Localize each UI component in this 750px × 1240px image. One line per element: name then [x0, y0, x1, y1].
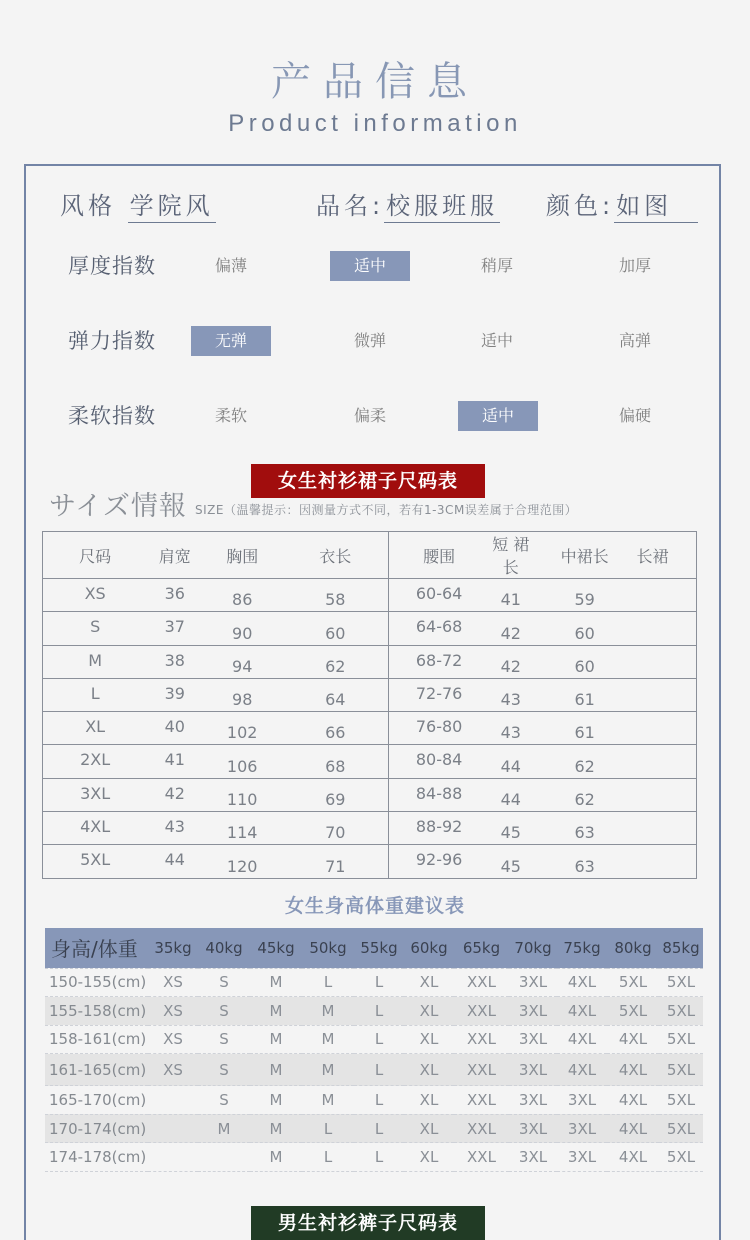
table-cell: M — [43, 645, 148, 678]
table-cell: 44 — [489, 778, 533, 811]
table-header-row — [43, 532, 697, 579]
table-cell: M — [198, 1114, 250, 1143]
table-row — [45, 1054, 703, 1086]
table-cell: 72-76 — [389, 678, 489, 711]
table-cell: M — [302, 1054, 354, 1086]
table-cell — [637, 678, 697, 711]
table-cell: L — [302, 968, 354, 997]
table-cell — [148, 1143, 198, 1172]
table-header-row — [45, 928, 703, 968]
table-cell: 42 — [489, 612, 533, 645]
table-cell — [198, 1143, 250, 1172]
table-cell: XL — [404, 1143, 454, 1172]
table-cell: 120 — [202, 845, 282, 878]
table-cell — [637, 745, 697, 778]
table-row — [45, 1143, 703, 1172]
table-row — [43, 645, 697, 678]
table-cell: 62 — [282, 645, 389, 678]
col-header: 胸围 — [202, 532, 282, 579]
table-cell: XS — [148, 997, 198, 1026]
table-cell: 5XL — [43, 845, 148, 878]
table-cell — [148, 1114, 198, 1143]
index-option: 适中 — [480, 331, 513, 350]
table-cell: 3XL — [557, 1114, 607, 1143]
table-cell: M — [250, 1086, 302, 1115]
table-row — [43, 612, 697, 645]
table-cell: 61 — [533, 678, 637, 711]
style-label: 风格 — [60, 192, 116, 220]
col-header: 衣长 — [282, 532, 389, 579]
table-row — [45, 997, 703, 1026]
table-row — [43, 579, 697, 612]
table-cell: 4XL — [557, 968, 607, 997]
table-cell: XS — [148, 968, 198, 997]
table-cell: L — [354, 1086, 404, 1115]
table-cell: 106 — [202, 745, 282, 778]
table-row — [43, 812, 697, 845]
table-row — [45, 1025, 703, 1054]
table-cell: L — [354, 1114, 404, 1143]
table-cell: 43 — [489, 712, 533, 745]
table-cell: S — [198, 997, 250, 1026]
table-cell: 102 — [202, 712, 282, 745]
table-cell: 5XL — [607, 968, 659, 997]
table-cell: 3XL — [509, 997, 557, 1026]
col-header: 肩宽 — [147, 532, 202, 579]
name-value: 校服班服 — [384, 186, 500, 223]
table-cell: 70 — [282, 812, 389, 845]
table-row — [45, 1114, 703, 1143]
table-cell: XXL — [454, 1086, 509, 1115]
table-cell: 62 — [533, 745, 637, 778]
table-cell: M — [302, 1086, 354, 1115]
table-cell: 40 — [147, 712, 202, 745]
table-cell: 4XL — [557, 1054, 607, 1086]
table-cell: 43 — [489, 678, 533, 711]
col-header: 65kg — [454, 928, 509, 968]
table-cell: 5XL — [659, 1143, 703, 1172]
table-cell: XXL — [454, 1054, 509, 1086]
table-row — [45, 968, 703, 997]
table-cell: 5XL — [659, 968, 703, 997]
table-cell: 3XL — [509, 1025, 557, 1054]
table-cell: 3XL — [509, 968, 557, 997]
table-cell: XXL — [454, 1025, 509, 1054]
table-cell: L — [302, 1114, 354, 1143]
table-cell: 165-170(cm) — [45, 1086, 148, 1115]
info-style — [60, 186, 216, 223]
col-header: 55kg — [354, 928, 404, 968]
women-size-banner: 女生衬衫裙子尺码表 — [251, 464, 485, 498]
table-cell: 4XL — [557, 1025, 607, 1054]
table-cell: 60-64 — [389, 579, 489, 612]
table-cell: 42 — [489, 645, 533, 678]
table-cell: 59 — [533, 579, 637, 612]
col-header: 35kg — [148, 928, 198, 968]
table-cell: 41 — [147, 745, 202, 778]
table-cell: 69 — [282, 778, 389, 811]
table-cell: 63 — [533, 812, 637, 845]
table-cell: 3XL — [509, 1143, 557, 1172]
index-row-elasticity — [0, 326, 750, 356]
table-cell: XL — [404, 1054, 454, 1086]
table-cell: XXL — [454, 968, 509, 997]
index-option: 稍厚 — [480, 256, 513, 275]
table-cell: XS — [148, 1025, 198, 1054]
name-label: 品名: — [316, 192, 385, 220]
table-cell: 39 — [147, 678, 202, 711]
table-cell: S — [198, 1025, 250, 1054]
table-cell: 44 — [489, 745, 533, 778]
table-cell: 155-158(cm) — [45, 997, 148, 1026]
table-cell: 88-92 — [389, 812, 489, 845]
table-cell: S — [198, 968, 250, 997]
table-cell — [637, 845, 697, 878]
table-cell: 41 — [489, 579, 533, 612]
table-cell: L — [354, 1025, 404, 1054]
table-cell: XL — [404, 1025, 454, 1054]
index-option-selected: 适中 — [330, 251, 410, 281]
table-cell: M — [250, 1143, 302, 1172]
table-cell: 4XL — [607, 1143, 659, 1172]
table-cell: 58 — [282, 579, 389, 612]
table-cell: 150-155(cm) — [45, 968, 148, 997]
table-cell: 86 — [202, 579, 282, 612]
table-cell: XL — [404, 997, 454, 1026]
table-cell — [148, 1086, 198, 1115]
table-cell: S — [198, 1054, 250, 1086]
col-header: 50kg — [302, 928, 354, 968]
table-cell: 5XL — [659, 997, 703, 1026]
index-option: 偏硬 — [618, 406, 651, 425]
table-cell: XXL — [454, 1143, 509, 1172]
col-header: 40kg — [198, 928, 250, 968]
table-cell: S — [198, 1086, 250, 1115]
index-label: 弹力指数 — [68, 329, 156, 353]
table-cell: L — [302, 1143, 354, 1172]
table-cell: XS — [148, 1054, 198, 1086]
col-header: 短 裙长 — [489, 532, 533, 579]
table-cell: 3XL — [509, 1054, 557, 1086]
table-row — [43, 712, 697, 745]
col-header: 60kg — [404, 928, 454, 968]
index-row-thickness — [0, 251, 750, 281]
table-cell: 60 — [282, 612, 389, 645]
table-cell: 68-72 — [389, 645, 489, 678]
table-cell: 60 — [533, 612, 637, 645]
table-cell: L — [354, 997, 404, 1026]
table-cell: 5XL — [659, 1025, 703, 1054]
table-cell: M — [250, 997, 302, 1026]
table-cell: 66 — [282, 712, 389, 745]
table-cell — [637, 712, 697, 745]
index-option: 微弹 — [353, 331, 386, 350]
table-row — [45, 1086, 703, 1115]
table-cell: 68 — [282, 745, 389, 778]
col-header: 腰围 — [389, 532, 489, 579]
color-value: 如图 — [614, 186, 698, 223]
col-header: 70kg — [509, 928, 557, 968]
table-cell: 170-174(cm) — [45, 1114, 148, 1143]
table-cell: 71 — [282, 845, 389, 878]
table-cell: 4XL — [43, 812, 148, 845]
table-cell: 2XL — [43, 745, 148, 778]
table-cell: XXL — [454, 997, 509, 1026]
index-row-softness — [0, 401, 750, 431]
table-cell: 84-88 — [389, 778, 489, 811]
table-cell: XL — [404, 1114, 454, 1143]
table-cell: 45 — [489, 812, 533, 845]
table-cell: 45 — [489, 845, 533, 878]
index-option-selected: 无弹 — [191, 326, 271, 356]
table-cell: L — [354, 1143, 404, 1172]
table-cell: 61 — [533, 712, 637, 745]
table-cell: 5XL — [607, 997, 659, 1026]
index-option: 偏薄 — [214, 256, 247, 275]
size-heading: サイズ情報 — [49, 491, 187, 522]
table-cell: 3XL — [557, 1086, 607, 1115]
index-option: 偏柔 — [353, 406, 386, 425]
size-note: SIZE（温馨提示：因测量方式不同，若有1-3CM误差属于合理范围） — [195, 503, 578, 517]
style-value: 学院风 — [128, 186, 216, 223]
men-size-banner: 男生衬衫裤子尺码表 — [251, 1206, 485, 1240]
table-cell: 37 — [147, 612, 202, 645]
table-cell: 4XL — [607, 1025, 659, 1054]
page-title: 产品信息 — [271, 59, 479, 105]
page-subtitle: Product information — [228, 110, 522, 137]
table-cell: 76-80 — [389, 712, 489, 745]
table-cell — [637, 778, 697, 811]
index-option-selected: 适中 — [458, 401, 538, 431]
table-cell: 161-165(cm) — [45, 1054, 148, 1086]
table-cell — [637, 812, 697, 845]
table-cell: L — [354, 1054, 404, 1086]
table-cell: 4XL — [607, 1054, 659, 1086]
table-cell — [637, 645, 697, 678]
table-cell: M — [250, 1054, 302, 1086]
table-cell: M — [250, 968, 302, 997]
table-cell: M — [250, 1114, 302, 1143]
women-weight-title: 女生身高体重建议表 — [284, 895, 465, 917]
table-cell: 42 — [147, 778, 202, 811]
col-header: 85kg — [659, 928, 703, 968]
index-label: 柔软指数 — [68, 404, 156, 428]
col-header: 长裙 — [637, 532, 697, 579]
index-option: 高弹 — [618, 331, 651, 350]
table-cell: 3XL — [509, 1114, 557, 1143]
women-size-table — [42, 531, 697, 879]
col-header: 身高/体重 — [45, 928, 148, 968]
table-row — [43, 678, 697, 711]
table-cell: 43 — [147, 812, 202, 845]
col-header: 45kg — [250, 928, 302, 968]
table-cell: XXL — [454, 1114, 509, 1143]
table-cell: 62 — [533, 778, 637, 811]
table-cell: 80-84 — [389, 745, 489, 778]
info-color — [546, 186, 698, 223]
color-label: 颜色: — [546, 192, 615, 220]
table-cell: 44 — [147, 845, 202, 878]
table-cell: 3XL — [43, 778, 148, 811]
table-cell: 114 — [202, 812, 282, 845]
table-cell — [637, 579, 697, 612]
table-cell: L — [354, 968, 404, 997]
table-cell: XS — [43, 579, 148, 612]
col-header: 75kg — [557, 928, 607, 968]
table-cell: 64 — [282, 678, 389, 711]
table-cell: XL — [404, 968, 454, 997]
table-cell: 63 — [533, 845, 637, 878]
table-cell: 36 — [147, 579, 202, 612]
table-cell — [637, 612, 697, 645]
table-cell: 5XL — [659, 1114, 703, 1143]
table-cell: 174-178(cm) — [45, 1143, 148, 1172]
table-cell: 60 — [533, 645, 637, 678]
table-cell: 5XL — [659, 1054, 703, 1086]
table-cell: 158-161(cm) — [45, 1025, 148, 1054]
info-name — [316, 186, 500, 223]
table-row — [43, 778, 697, 811]
table-cell: 4XL — [607, 1114, 659, 1143]
table-row — [43, 845, 697, 878]
table-cell: 38 — [147, 645, 202, 678]
index-option: 加厚 — [618, 256, 651, 275]
table-cell: S — [43, 612, 148, 645]
table-cell: 90 — [202, 612, 282, 645]
table-cell: XL — [43, 712, 148, 745]
table-cell: 4XL — [557, 997, 607, 1026]
index-option: 柔软 — [214, 406, 247, 425]
table-cell: L — [43, 678, 148, 711]
col-header: 80kg — [607, 928, 659, 968]
table-cell: M — [302, 1025, 354, 1054]
table-cell: 92-96 — [389, 845, 489, 878]
table-cell: XL — [404, 1086, 454, 1115]
table-cell: 4XL — [607, 1086, 659, 1115]
table-cell: 110 — [202, 778, 282, 811]
table-cell: 5XL — [659, 1086, 703, 1115]
table-cell: M — [302, 997, 354, 1026]
table-cell: 3XL — [509, 1086, 557, 1115]
table-cell: 94 — [202, 645, 282, 678]
women-weight-table — [45, 928, 703, 1172]
table-cell: M — [250, 1025, 302, 1054]
table-cell: 64-68 — [389, 612, 489, 645]
col-header: 尺码 — [43, 532, 148, 579]
table-row — [43, 745, 697, 778]
index-label: 厚度指数 — [68, 254, 156, 278]
table-cell: 3XL — [557, 1143, 607, 1172]
table-cell: 98 — [202, 678, 282, 711]
col-header: 中裙长 — [533, 532, 637, 579]
